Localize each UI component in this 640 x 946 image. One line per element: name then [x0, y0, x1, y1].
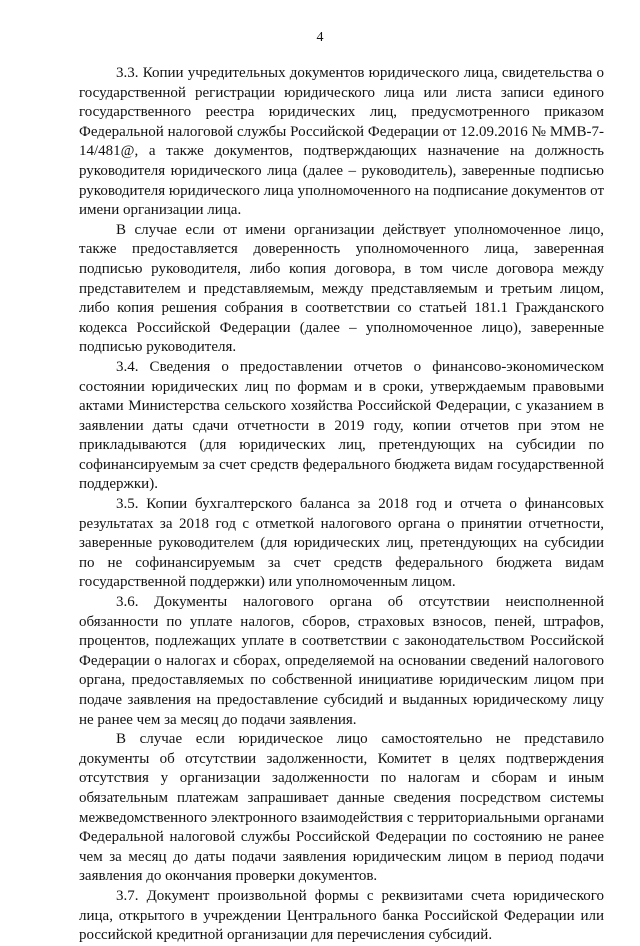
paragraph-3-6: 3.6. Документы налогового органа об отсутствии неисполненной обязанности по уплате налогов, сборов, страховых взносов, пеней, штрафов, процентов, подлежащих уплате в соответствии с законодательством Российской Федерации о налогах и сборах, определяемой на основании сведений налогового органа, предоставляемых по собственной инициативе юридическим лицом при подаче заявления на предоставление субсидий и выданных юридическому лицу не ранее чем за месяц до подачи заявления.	[79, 594, 604, 728]
page-number: 4	[316, 30, 324, 45]
paragraph-no-debt-request: В случае если юридическое лицо самостоятельно не представило документы об отсутствии задолженности, Комитет в целях подтверждения отсутствия у организации задолженности по налогам и сборам и иным обязательным платежам запрашивает данные сведения посредством системы межведомственного электронного взаимодействия с территориальными органами Федеральной налоговой службы Российской Федерации по состоянию не ранее чем за месяц до даты подачи заявления юридическим лицом в период подачи заявления до окончания проверки документов.	[79, 731, 604, 885]
paragraph-3-5: 3.5. Копии бухгалтерского баланса за 2018 год и отчета о финансовых результатах за 2018 год с отметкой налогового органа о принятии отчетности, заверенные руководителем (для юридических лиц, претендующих на субсидии по не софинансируемым за счет средств федерального бюджета видам государственной поддержки) или уполномоченным лицом.	[79, 496, 604, 591]
paragraph-authorized-person: В случае если от имени организации действует уполномоченное лицо, также предоставляется доверенность уполномоченного лица, заверенная подписью руководителя, либо копия договора, в том числе договора между представителем и представляемым, между представляемым и третьим лицом, либо копия решения собрания в соответствии со статьей 181.1 Гражданского кодекса Российской Федерации (далее – уполномоченное лицо), заверенные подписью руководителя.	[79, 221, 604, 356]
paragraph-3-3: 3.3. Копии учредительных документов юридического лица, свидетельства о государственной регистрации юридического лица или листа записи единого государственного реестра юридических лиц, предусмотренного приказом Федеральной налоговой службы Российской Федерации от 12.09.2016 № ММВ-7-14/481@, а также документов, подтверждающих назначение на должность руководителя юридического лица (далее – руководитель), заверенные подписью руководителя юридического лица уполномоченного на подписание документов от имени организации лица.	[79, 65, 604, 219]
document-body	[79, 64, 604, 946]
paragraph-3-7: 3.7. Документ произвольной формы с реквизитами счета юридического лица, открытого в учреждении Центрального банка Российской Федерации или российской кредитной организации для перечисления субсидий.	[79, 887, 604, 944]
paragraph-3-4: 3.4. Сведения о предоставлении отчетов о финансово-экономическом состоянии юридических лиц по формам и в сроки, утверждаемым правовыми актами Министерства сельского хозяйства Российской Федерации, с указанием в заявлении даты сдачи отчетности в 2019 году, копии отчетов при этом не прикладываются (для юридических лиц, претендующих на субсидии по софинансируемым за счет средств федерального бюджета видам государственной поддержки).	[79, 358, 604, 493]
